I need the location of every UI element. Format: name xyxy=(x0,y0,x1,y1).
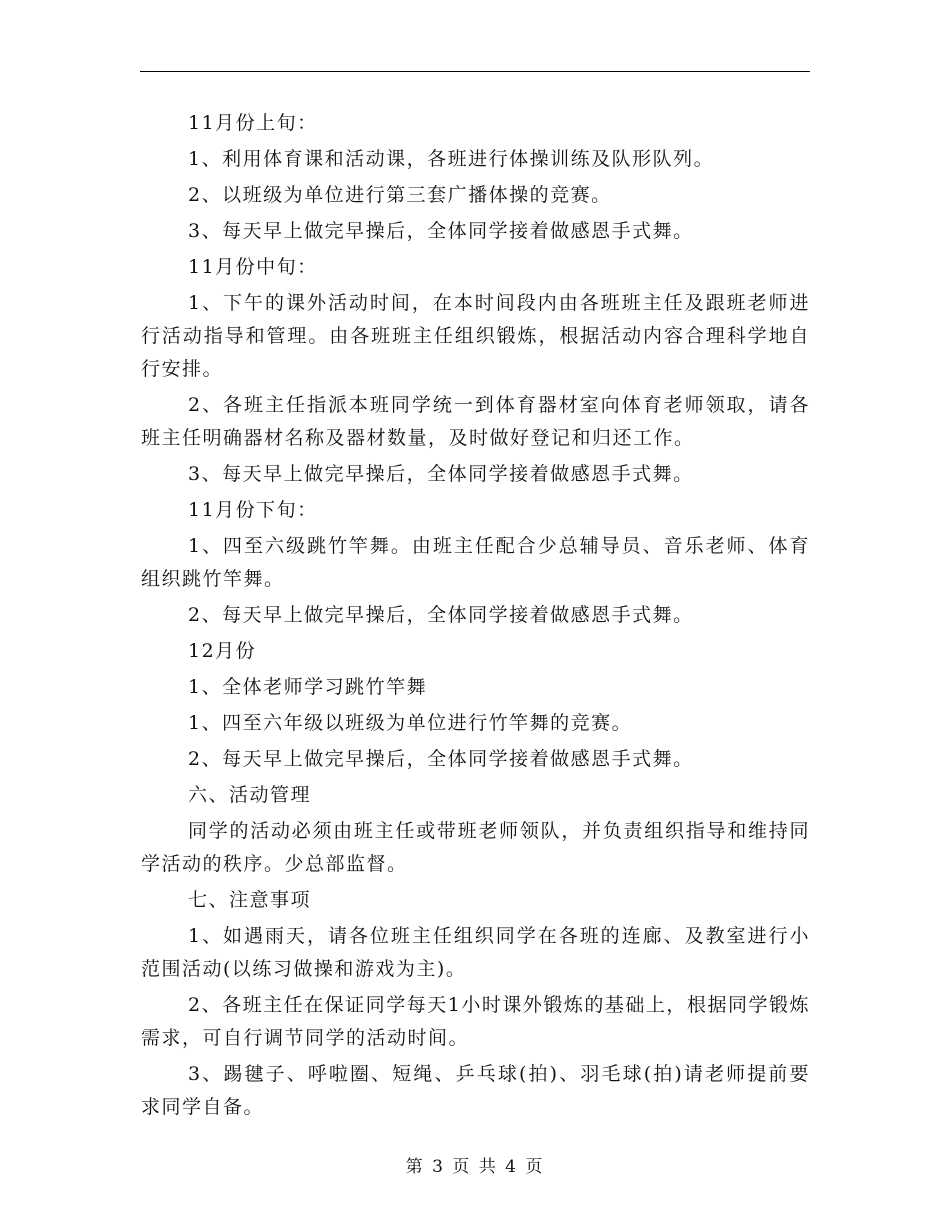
paragraph: 2、各班主任在保证同学每天1小时课外锻炼的基础上，根据同学锻炼需求，可自行调节同学的活动时间。 xyxy=(141,994,810,1049)
paragraph: 2、每天早上做完早操后，全体同学接着做感恩手式舞。 xyxy=(188,748,694,770)
paragraph: 1、利用体育课和活动课，各班进行体操训练及队形队列。 xyxy=(188,148,715,170)
paragraph: 11月份中旬： xyxy=(188,256,318,278)
paragraph: 1、四至六级跳竹竿舞。由班主任配合少总辅导员、音乐老师、体育组织跳竹竿舞。 xyxy=(141,535,810,590)
page-footer: 第 3 页 共 4 页 xyxy=(405,1157,545,1177)
paragraph: 2、以班级为单位进行第三套广播体操的竞赛。 xyxy=(188,184,612,206)
document-body xyxy=(141,107,810,1127)
paragraph: 1、下午的课外活动时间，在本时间段内由各班班主任及跟班老师进行活动指导和管理。由各班班主任组织锻炼，根据活动内容合理科学地自行安排。 xyxy=(141,292,810,380)
section-heading: 七、注意事项 xyxy=(188,889,312,911)
paragraph: 3、每天早上做完早操后，全体同学接着做感恩手式舞。 xyxy=(188,463,694,485)
paragraph: 同学的活动必须由班主任或带班老师领队，并负责组织指导和维持同学活动的秩序。少总部监督。 xyxy=(141,820,810,875)
paragraph: 11月份下旬： xyxy=(188,499,318,521)
paragraph: 11月份上旬： xyxy=(188,112,318,134)
paragraph: 3、每天早上做完早操后，全体同学接着做感恩手式舞。 xyxy=(188,220,694,242)
paragraph: 1、四至六年级以班级为单位进行竹竿舞的竞赛。 xyxy=(188,712,633,734)
header-rule xyxy=(140,71,810,72)
section-heading: 六、活动管理 xyxy=(188,784,312,806)
paragraph: 12月份 xyxy=(188,640,257,662)
paragraph: 2、各班主任指派本班同学统一到体育器材室向体育老师领取，请各班主任明确器材名称及器材数量，及时做好登记和归还工作。 xyxy=(141,394,810,449)
paragraph: 2、每天早上做完早操后，全体同学接着做感恩手式舞。 xyxy=(188,604,694,626)
paragraph: 3、踢毽子、呼啦圈、短绳、乒乓球(拍)、羽毛球(拍)请老师提前要求同学自备。 xyxy=(141,1063,810,1118)
paragraph: 1、如遇雨天，请各位班主任组织同学在各班的连廊、及教室进行小范围活动(以练习做操和游戏为主)。 xyxy=(141,925,810,980)
paragraph: 1、全体老师学习跳竹竿舞 xyxy=(188,676,428,698)
